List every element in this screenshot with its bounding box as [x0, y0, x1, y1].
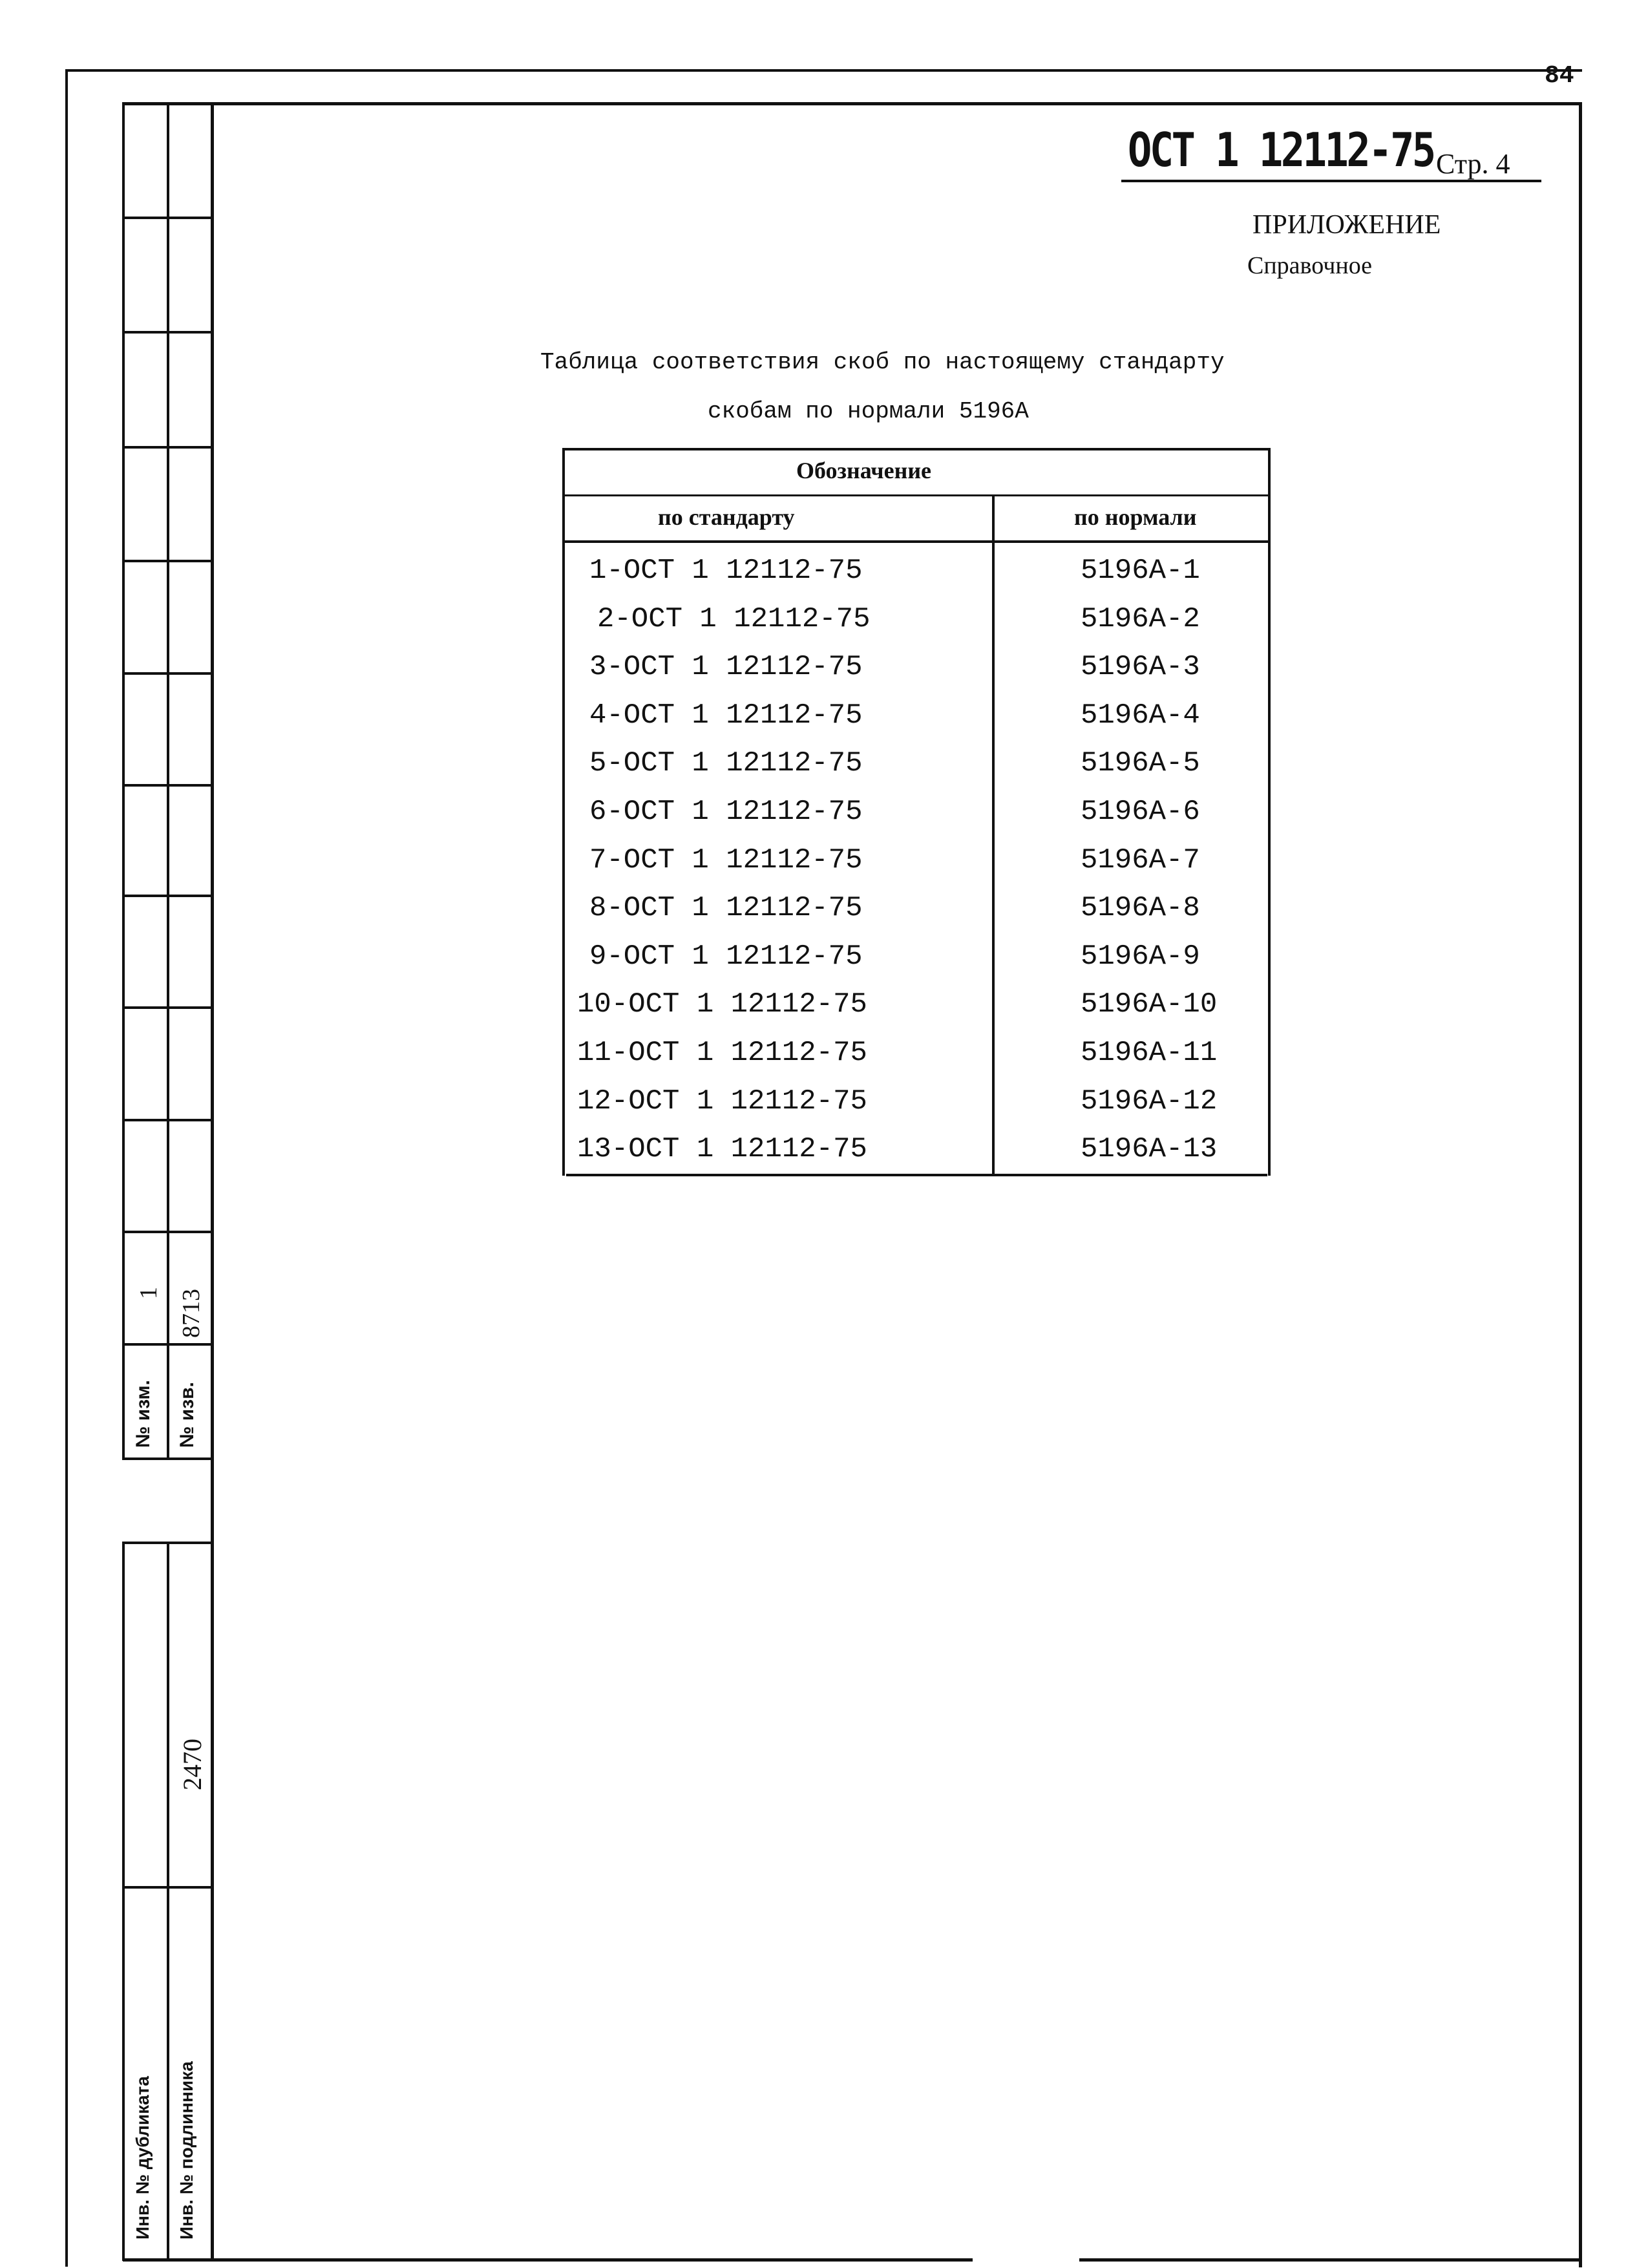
- stamp-left-border: [122, 102, 125, 1460]
- appendix-subtitle: Справочное: [1247, 252, 1373, 279]
- table-cell-standard: 1-ОСТ 1 12112-75: [589, 555, 863, 587]
- original-inventory-label: Инв. № подлинника: [176, 2061, 196, 2240]
- stamp-lower-mid: [122, 1886, 213, 1889]
- stamp-lower-top: [122, 1542, 213, 1544]
- page-label: Стр. 4: [1436, 148, 1510, 180]
- table-group-header: Обозначение: [796, 458, 932, 483]
- sheet-border-top: [66, 69, 1582, 72]
- table-cell-standard: 10-ОСТ 1 12112-75: [577, 988, 867, 1021]
- change-number-label: № изм.: [132, 1380, 154, 1448]
- table-group-divider: [562, 494, 1271, 496]
- sheet-border-left: [65, 69, 68, 2267]
- page-number: 84: [1545, 62, 1574, 90]
- stamp-row-divider: [122, 217, 213, 219]
- table-cell-norm: 5196А-9: [1081, 940, 1200, 973]
- table-cell-norm: 5196А-10: [1081, 988, 1218, 1021]
- document-code: ОСТ 1 12112-75: [1128, 123, 1434, 177]
- notice-number-value: 8713: [178, 1289, 205, 1338]
- table-cell-norm: 5196А-2: [1081, 603, 1200, 635]
- stamp-row-divider: [122, 1119, 213, 1121]
- stamp-row-divider: [122, 895, 213, 897]
- table-cell-norm: 5196А-4: [1081, 699, 1200, 732]
- table-bottom-border: [566, 1174, 1267, 1176]
- stamp-row-divider: [122, 1343, 213, 1346]
- column-header-standard: по стандарту: [658, 504, 795, 530]
- stamp-row-divider: [122, 446, 213, 449]
- table-cell-norm: 5196А-13: [1081, 1133, 1218, 1165]
- table-cell-standard: 2-ОСТ 1 12112-75: [597, 603, 871, 635]
- original-inventory-value: 2470: [178, 1739, 207, 1790]
- table-cell-norm: 5196А-6: [1081, 796, 1200, 828]
- table-left-border: [562, 448, 565, 1176]
- table-column-divider: [992, 495, 995, 1175]
- change-number-value: 1: [135, 1287, 162, 1299]
- table-cell-norm: 5196А-7: [1081, 844, 1200, 876]
- stamp-mid-divider: [167, 102, 169, 1460]
- duplicate-inventory-label: Инв. № дубликата: [132, 2076, 153, 2240]
- table-caption-line1: Таблица соответствия скоб по настоящему стандарту: [540, 349, 1225, 376]
- frame-top: [123, 102, 1582, 105]
- header-underline: [1121, 180, 1541, 182]
- table-cell-standard: 6-ОСТ 1 12112-75: [589, 796, 863, 828]
- table-cell-norm: 5196А-3: [1081, 651, 1200, 683]
- table-cell-standard: 11-ОСТ 1 12112-75: [577, 1037, 867, 1069]
- stamp-row-divider: [122, 1231, 213, 1233]
- stamp-lower-left-border: [122, 1542, 125, 2261]
- table-header-divider: [562, 540, 1271, 543]
- stamp-row-divider: [122, 672, 213, 675]
- table-cell-standard: 3-ОСТ 1 12112-75: [589, 651, 863, 683]
- frame-bottom-right: [1079, 2258, 1582, 2262]
- table-right-border: [1268, 448, 1271, 1176]
- table-cell-norm: 5196А-11: [1081, 1037, 1218, 1069]
- stamp-row-divider: [122, 1006, 213, 1009]
- table-cell-norm: 5196А-5: [1081, 747, 1200, 779]
- notice-number-label: № изв.: [176, 1382, 198, 1448]
- frame-right: [1579, 102, 1582, 2267]
- table-cell-norm: 5196А-12: [1081, 1085, 1218, 1118]
- frame-left: [211, 102, 214, 2261]
- stamp-row-divider: [122, 1457, 213, 1460]
- stamp-row-divider: [122, 560, 213, 562]
- column-header-norm: по нормали: [1074, 504, 1197, 530]
- table-cell-norm: 5196А-8: [1081, 892, 1200, 924]
- table-top-border: [562, 448, 1271, 450]
- table-caption-line2: скобам по нормали 5196А: [708, 398, 1029, 425]
- table-cell-standard: 5-ОСТ 1 12112-75: [589, 747, 863, 779]
- table-cell-standard: 13-ОСТ 1 12112-75: [577, 1133, 867, 1165]
- table-cell-standard: 7-ОСТ 1 12112-75: [589, 844, 863, 876]
- table-cell-standard: 8-ОСТ 1 12112-75: [589, 892, 863, 924]
- table-cell-standard: 12-ОСТ 1 12112-75: [577, 1085, 867, 1118]
- table-cell-standard: 4-ОСТ 1 12112-75: [589, 699, 863, 732]
- appendix-title: ПРИЛОЖЕНИЕ: [1252, 210, 1441, 240]
- frame-bottom: [123, 2258, 973, 2262]
- table-cell-norm: 5196А-1: [1081, 555, 1200, 587]
- table-cell-standard: 9-ОСТ 1 12112-75: [589, 940, 863, 973]
- stamp-row-divider: [122, 331, 213, 334]
- stamp-top-cap: [122, 102, 213, 105]
- stamp-row-divider: [122, 784, 213, 787]
- stamp-lower-mid-divider: [167, 1542, 169, 2261]
